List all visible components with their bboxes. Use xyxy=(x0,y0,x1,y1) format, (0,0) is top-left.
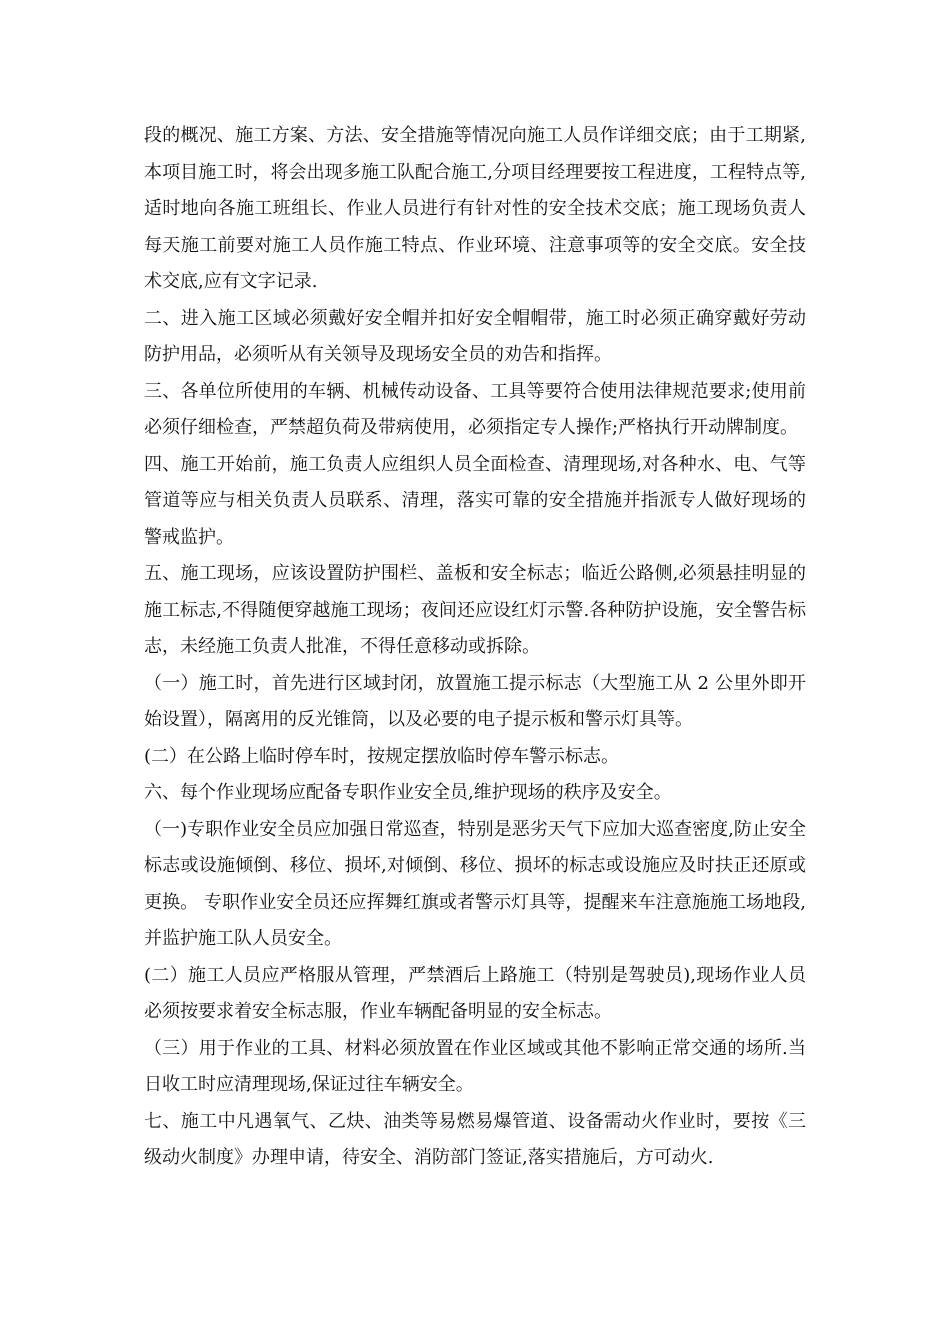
paragraph: 二、进入施工区域必须戴好安全帽并扣好安全帽帽带，施工时必须正确穿戴好劳动防护用品，必须听从有关领导及现场安全员的劝告和指挥。 xyxy=(144,307,806,365)
paragraph: 三、各单位所使用的车辆、机械传动设备、工具等要符合使用法律规范要求;使用前必须仔细检查，严禁超负荷及带病使用，必须指定专人操作;严格执行开动牌制度。 xyxy=(144,380,806,438)
paragraph: （一）施工时，首先进行区域封闭，放置施工提示标志（大型施工从 2 公里外即开始设置），隔离用的反光锥筒，以及必要的电子提示板和警示灯具等。 xyxy=(144,672,806,730)
paragraph: （一)专职作业安全员应加强日常巡查，特别是恶劣天气下应加大巡查密度,防止安全标志或设施倾倒、移位、损坏,对倾倒、移位、损坏的标志或设施应及时扶正还原或更换。 专职作业安全员还应挥舞红旗或者警示灯具等，提醒来车注意施施工场地段,并监护施工队人员安全。 xyxy=(144,818,806,949)
paragraph: 七、施工中凡遇氧气、乙炔、油类等易燃易爆管道、设备需动火作业时，要按《三级动火制度》办理申请，待安全、消防部门签证,落实措施后，方可动火. xyxy=(144,1110,806,1168)
paragraph: 六、每个作业现场应配备专职作业安全员,维护现场的秩序及安全。 xyxy=(144,782,672,803)
paragraph: (二）施工人员应严格服从管理，严禁酒后上路施工（特别是驾驶员),现场作业人员必须按要求着安全标志服，作业车辆配备明显的安全标志。 xyxy=(144,964,806,1022)
paragraph: (二）在公路上临时停车时，按规定摆放临时停车警示标志。 xyxy=(144,745,620,767)
paragraph: 五、施工现场，应该设置防护围栏、盖板和安全标志；临近公路侧,必须悬挂明显的施工标志,不得随便穿越施工现场；夜间还应设红灯示警.各种防护设施，安全警告标志，未经施工负责人批准，不得任意移动或拆除。 xyxy=(144,563,806,657)
document-body xyxy=(144,118,806,1177)
paragraph: 段的概况、施工方案、方法、安全措施等情况向施工人员作详细交底；由于工期紧,本项目施工时，将会出现多施工队配合施工,分项目经理要按工程进度，工程特点等,适时地向各施工班组长、作业人员进行有针对性的安全技术交底；施工现场负责人每天施工前要对施工人员作施工特点、作业环境、注意事项等的安全交底。安全技术交底,应有文字记录. xyxy=(144,125,806,292)
paragraph: 四、施工开始前，施工负责人应组织人员全面检查、清理现场,对各种水、电、气等管道等应与相关负责人员联系、清理，落实可靠的安全措施并指派专人做好现场的警戒监护。 xyxy=(144,453,806,548)
paragraph: （三）用于作业的工具、材料必须放置在作业区域或其他不影响正常交通的场所.当日收工时应清理现场,保证过往车辆安全。 xyxy=(144,1037,806,1095)
